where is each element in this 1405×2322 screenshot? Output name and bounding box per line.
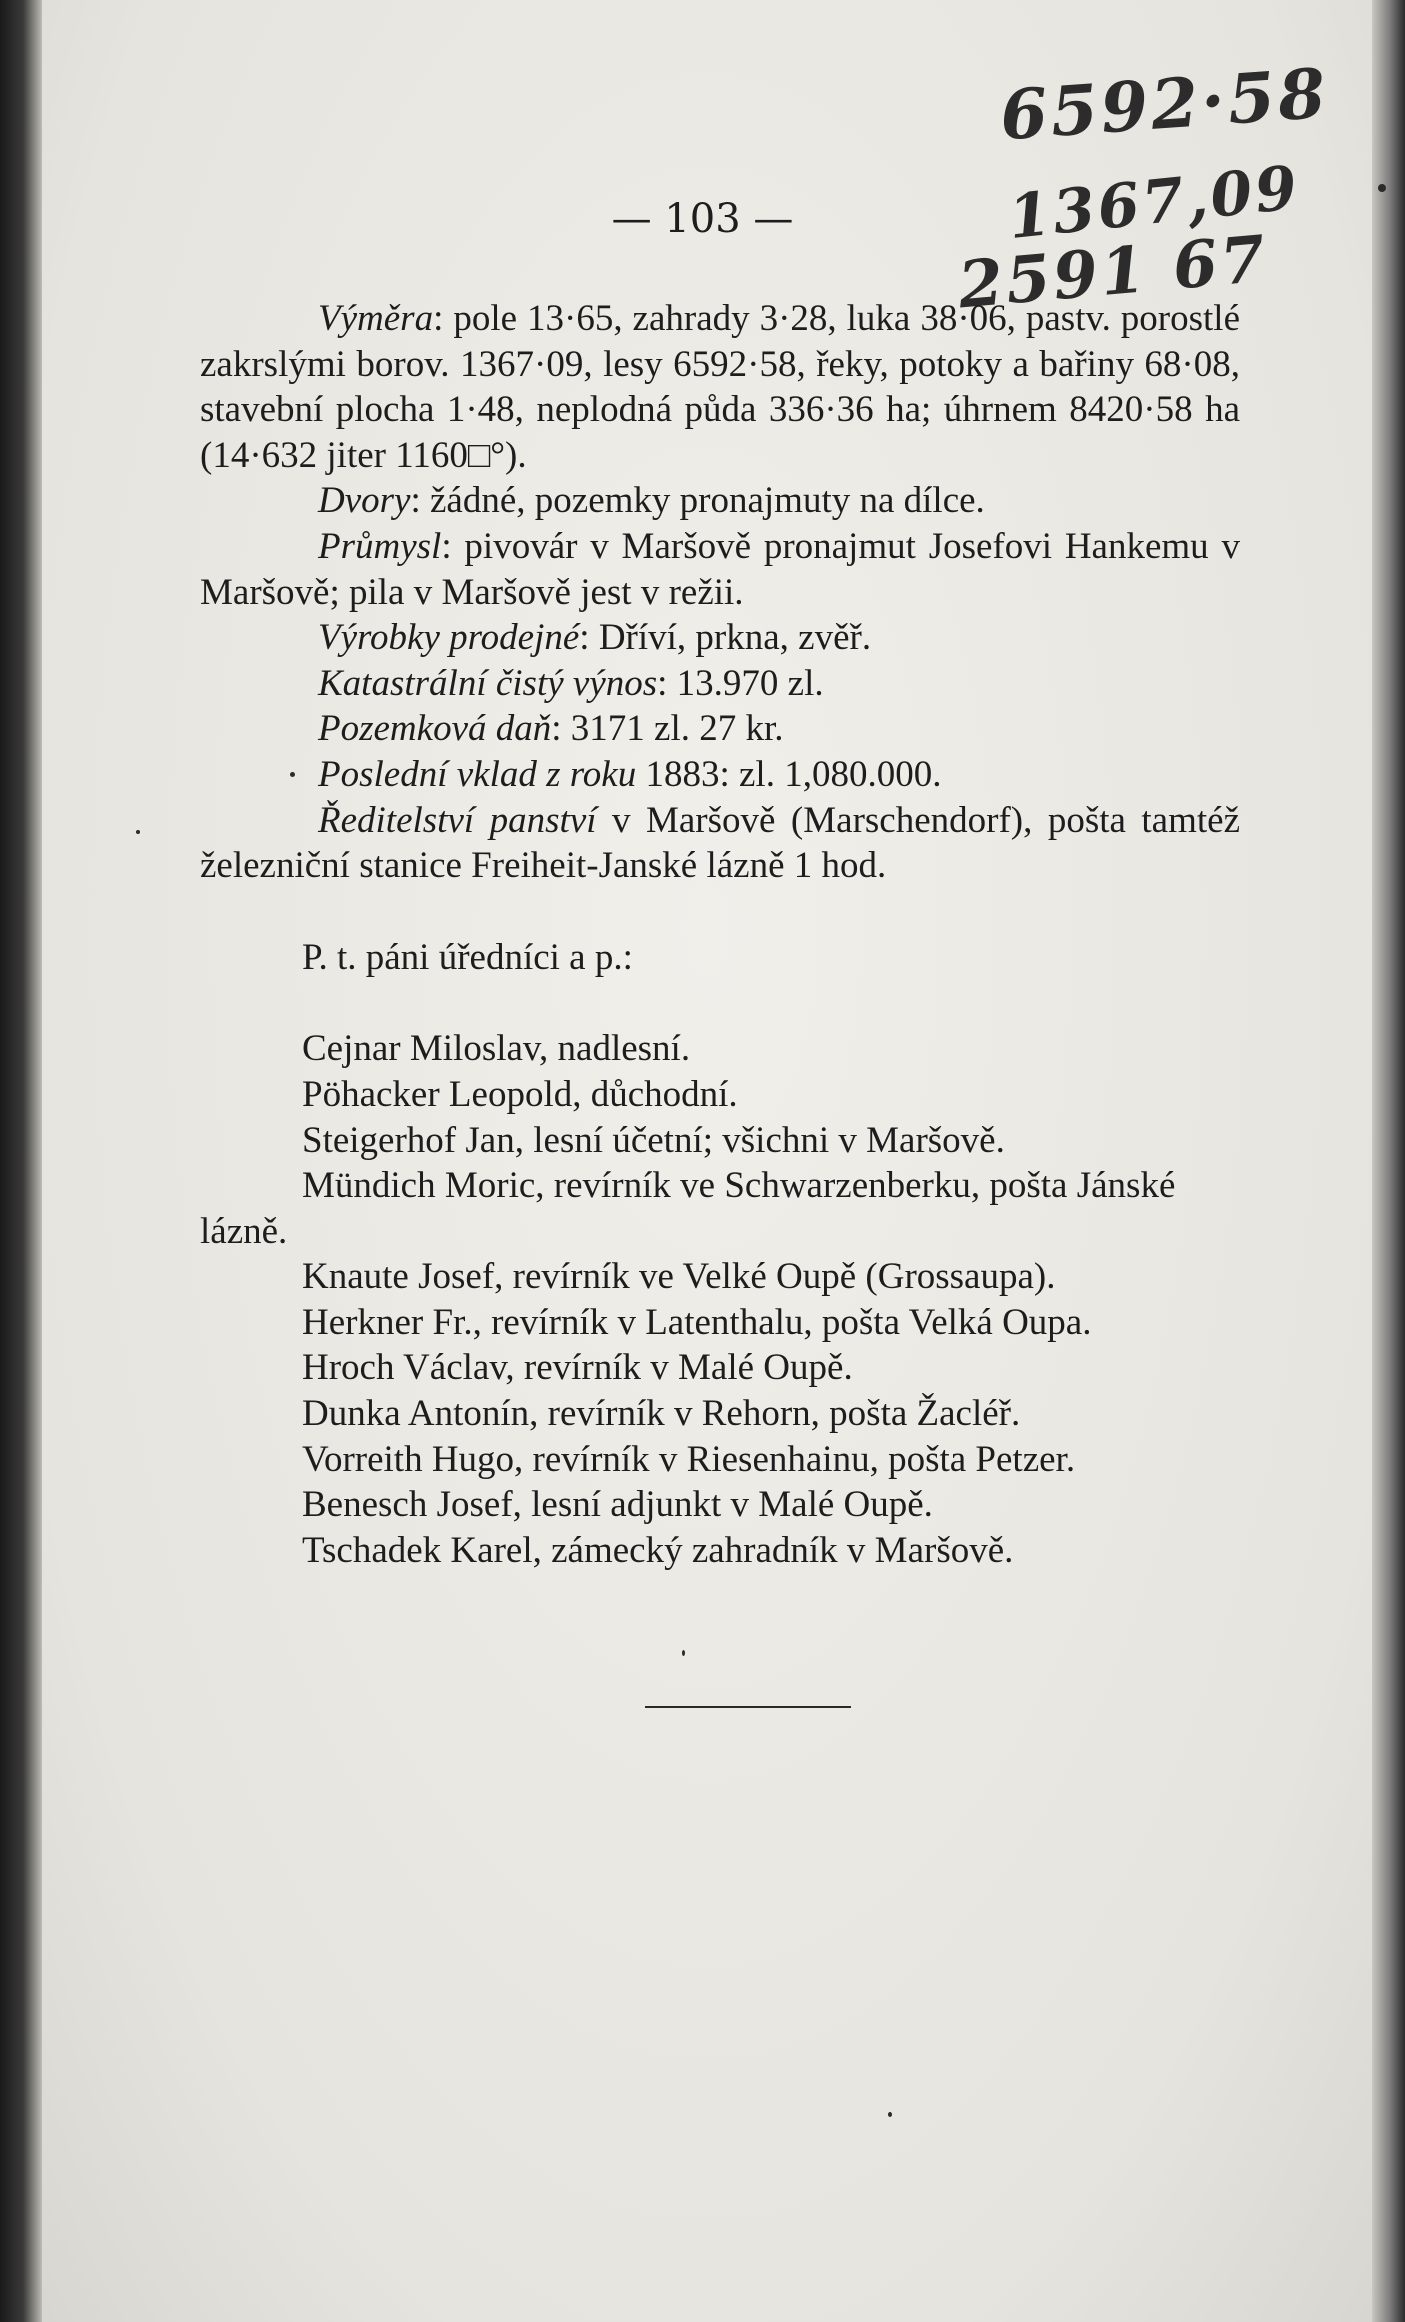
paragraph-farms [200,478,1240,524]
handwritten-note: 2591 67 [955,221,1272,324]
list-item: Pöhacker Leopold, důchodní. [302,1073,738,1115]
handwritten-note: 1367,09 [1005,152,1304,254]
field-label: Katastrální čistý výnos [318,662,658,704]
field-text: v Maršově (Marschendorf), pošta tamtéž železniční stanice Freiheit-Janské lázně 1 hod. [200,799,1241,887]
field-label: Ředitelství panství [318,799,597,841]
document-body [200,296,1240,1573]
list-item: Cejnar Miloslav, nadlesní. [302,1028,691,1070]
list-item: Steigerhof Jan, lesní účetní; všichni v Maršově. [302,1119,1005,1161]
spacer [200,889,1240,935]
list-item: Knaute Josef, revírník ve Velké Oupě (Grossaupa). [302,1256,1056,1298]
field-text: : 13.970 zl. [657,662,824,704]
ink-speck [136,830,140,834]
list-item: Mündich Moric, revírník ve Schwarzenberku, pošta Jánské lázně. [200,1165,1176,1252]
paragraph-estate-office [200,798,1240,889]
paragraph-industry [200,524,1240,615]
list-item: Benesch Josef, lesní adjunkt v Malé Oupě. [302,1484,933,1526]
page-edge-shadow [1372,0,1405,2322]
paragraph-last-deposit [200,752,1240,798]
field-label: Průmysl [318,525,442,567]
field-text: : Dříví, prkna, zvěř. [579,617,872,659]
end-rule [645,1706,851,1708]
paragraph-area [200,296,1240,478]
handwritten-note: 6592·58 [997,53,1331,157]
ink-speck [1378,184,1386,192]
ink-speck [682,1650,685,1656]
page-number: — 103 — [611,196,794,242]
field-label: Pozemková daň [318,708,552,750]
field-label: Poslední vklad z roku [318,753,637,795]
list-item: Dunka Antonín, revírník v Rehorn, pošta Žacléř. [302,1393,1021,1435]
ink-speck [290,772,295,777]
field-text: : pole 13·65, zahrady 3·28, luka 38·06, pastv. porostlé zakrslými borov. 1367·09, lesy 6592·58, řeky, potoky a bařiny 68·08, stavební plocha 1·48, neplodná půda 336·36 ha; úhrnem 8420·58 ha (14·632 jiter 1160□°). [200,298,1240,476]
paragraph-products [200,615,1240,661]
list-item: Tschadek Karel, zámecký zahradník v Maršově. [302,1529,1014,1571]
field-text: : 3171 zl. 27 kr. [551,708,784,750]
paragraph-cadastral-yield [200,661,1240,707]
field-label: Dvory [318,480,411,522]
field-label: Výrobky prodejné [318,617,580,659]
list-item: Herkner Fr., revírník v Latenthalu, pošta Velká Oupa. [302,1301,1092,1343]
paragraph-land-tax [200,706,1240,752]
field-text: : pivovár v Maršově pronajmut Josefovi Hankemu v Maršově; pila v Maršově jest v režii. [200,525,1240,613]
field-label: Výměra [318,298,434,339]
list-item: Hroch Václav, revírník v Malé Oupě. [302,1347,853,1389]
field-text: 1883: zl. 1,080.000. [636,753,942,795]
list-item: Vorreith Hugo, revírník v Riesenhainu, pošta Petzer. [302,1438,1076,1480]
officials-heading: P. t. páni úředníci a p.: [302,936,633,978]
ink-speck [888,2112,892,2117]
spacer [200,980,1240,1026]
officials-list [200,1026,1240,1573]
field-text: : žádné, pozemky pronajmuty na dílce. [410,480,985,522]
book-spine-shadow [0,0,42,2322]
